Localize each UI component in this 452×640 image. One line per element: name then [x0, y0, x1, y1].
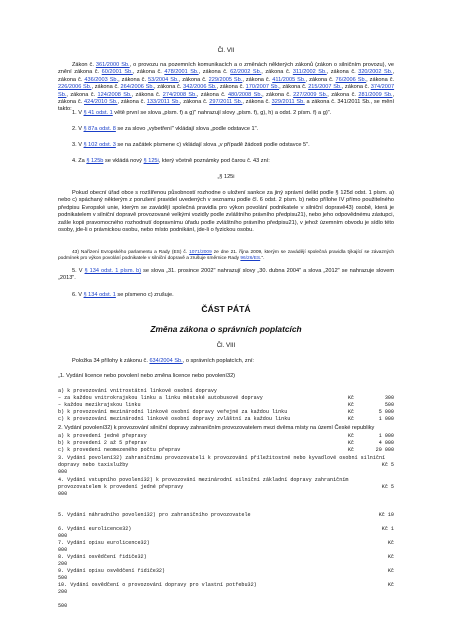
law-link[interactable]: 227/2009 Sb.: [293, 91, 328, 98]
fee-item-6-tail: 000: [58, 547, 68, 554]
text-run: , zákona č.: [341, 84, 371, 91]
fee-item-6-label: 6. Vydání eurolicence32): [58, 526, 132, 533]
law-link[interactable]: § 125i: [143, 158, 159, 164]
text-run: , zákona č.: [261, 69, 293, 76]
law-link[interactable]: 436/2003 Sb.: [84, 76, 119, 83]
text-run: 2. V: [72, 126, 84, 132]
text-run: , zákona č.: [132, 69, 165, 76]
law-link[interactable]: 424/2010 Sb.: [83, 99, 118, 106]
text-run: 3. V: [72, 142, 84, 148]
amendment-item-1: [58, 110, 394, 117]
fee-item-7-value: Kč: [387, 540, 394, 547]
fee-row-currency: Kč: [347, 447, 354, 454]
fee-row-currency: Kč: [347, 416, 354, 423]
fee-row-label: a) k provedení jedné přepravy: [58, 433, 147, 439]
law-link[interactable]: 374/2007 Sb.: [58, 84, 395, 98]
fee-item-2-heading: 2. Vydání povolení32) k provozování silniční dopravy zahraničním provozovatelem mezi dvěma místy na území České republiky: [58, 425, 375, 431]
law-link[interactable]: 329/2011 Sb.: [271, 99, 305, 106]
fee-row-currency: Kč: [347, 402, 354, 409]
text-run: Položka 34 přílohy k zákonu č.: [72, 358, 150, 364]
footnote-43: [58, 250, 394, 262]
fee-row: [58, 402, 394, 409]
law-link[interactable]: 62/2002 Sb.: [230, 69, 262, 76]
fee-item-7-label: 7. Vydání opisu eurolicence32): [58, 540, 150, 547]
law-link[interactable]: 1071/2009: [189, 250, 212, 255]
amendment-item-3: [58, 142, 394, 149]
text-run: , zákona č.: [242, 99, 272, 106]
text-run: , zákona č.: [279, 84, 309, 91]
text-run: větě první se slova „písm. f) a g)" nahrazují slovy „písm. f), g), h) a odst. 2 písm. f) a g)".: [112, 110, 332, 116]
text-run: , zákona č.: [91, 84, 121, 91]
text-run: , zákona č.: [118, 76, 149, 83]
fee-row-label: a) k provozování vnitrostátní linkové osobní dopravy: [58, 388, 217, 394]
law-link[interactable]: 320/2002 Sb.: [358, 69, 393, 76]
fee-item-6-value: Kč 1: [381, 526, 394, 533]
fee-item-9-value: Kč: [387, 568, 394, 575]
law-link[interactable]: 124/2008 Sb.: [97, 91, 132, 98]
fee-table-2: [58, 433, 394, 454]
fee-item-5-label: 5. Vydání náhradního povolení32) pro zahraničního provozovatele: [58, 512, 251, 519]
fee-item-3-tail: 000: [58, 469, 68, 476]
law-link[interactable]: § 41 odst. 1: [83, 110, 113, 116]
article-heading-vii: Čl. VII: [217, 47, 235, 54]
text-run: , zákona č.: [196, 91, 228, 98]
fee-row: [58, 440, 394, 447]
text-run: 5. V: [72, 268, 85, 274]
fee-row-currency: Kč: [347, 433, 354, 439]
fee-item-3: [58, 455, 394, 476]
fee-item-8-label: 8. Vydání osvědčení řidiče32): [58, 554, 147, 561]
amendment-item-4: [58, 158, 394, 165]
text-run: , zákona č.: [198, 69, 231, 76]
fee-item-5-tail: 000: [58, 533, 68, 540]
text-run: , zákona č.: [327, 91, 359, 98]
amendment-item-2: [58, 126, 394, 133]
law-link[interactable]: 342/2006 Sb.: [183, 84, 217, 91]
fee-row-amount: 300: [384, 395, 394, 402]
text-run: se písmeno c) zrušuje.: [115, 292, 174, 298]
text-run: se vkládá nový: [103, 158, 144, 164]
fee-row: [58, 395, 394, 402]
fee-row-amount: 1 000: [378, 433, 394, 439]
amendment-item-6: [58, 292, 394, 299]
fee-item-8-tail: 500: [58, 575, 68, 582]
law-link[interactable]: 170/2007 Sb.: [245, 84, 280, 91]
text-run: 6. V: [72, 292, 84, 298]
text-run: 43) Nařízení Evropského parlamentu a Rady (ES) č.: [72, 250, 190, 255]
text-run: .".: [260, 256, 265, 261]
section-125i-text: Pokud obecní úřad obce s rozšířenou působností rozhodne o uložení sankce za jiný správní delikt podle § 125d odst. 1 písm. a) nebo c) spáchaný některým z porušení pravidel uvedených v seznamu podle čl. 6 odst. 2 písm. b) nebo přílohe IV přímo použitelného předpisu Evropské unie, kterým se zavádějí společná pravidla pro výkon povolání podnikatele v silniční dopravě43) osobě, která je podnikatelem v silniční dopravě provozované velkými vozidly podle zvláštního právního předpisu21), nebo jeho odpovědnému zástupci, zašle kopii pravomocného rozhodnutí dopravnímu úřadu podle zvláštního právního předpisu21), v jehož územním obvodu je sídlo této osoby, jde-li o právnickou osobu, nebo místo podnikání, jde-li o fyzickou osobu.: [58, 190, 394, 234]
text-run: Zákon č.: [72, 62, 96, 68]
law-link[interactable]: 53/2004 Sb.: [148, 76, 179, 83]
fee-intro-paragraph: [58, 358, 394, 365]
law-link[interactable]: 60/2001 Sb.: [101, 69, 133, 76]
fee-row-currency: Kč: [347, 395, 354, 402]
text-run: se za slovo „vybetření" vkládají slova „podle odstavce 1".: [115, 126, 259, 132]
text-run: , zákona č.: [326, 69, 359, 76]
law-link[interactable]: 411/2005 Sb.: [272, 76, 306, 83]
text-run: , zákona č.: [66, 91, 98, 98]
fee-row-label: c) k provedení neomezeného počtu přeprav: [58, 447, 181, 454]
fee-item-10-label: 10. Vydání osvědčení o provozování dopravy pro vlastní potřebu32): [58, 582, 257, 589]
fee-table-1: [58, 388, 394, 423]
law-link[interactable]: 297/2011 Sb.: [209, 99, 243, 106]
law-link[interactable]: 274/2008 Sb.: [162, 91, 197, 98]
part-heading: ČÁST PÁTÁ: [201, 304, 251, 314]
text-run: , zákona č.: [216, 84, 246, 91]
text-run: , zákona č.: [154, 84, 184, 91]
law-link[interactable]: 634/2004 Sb.: [149, 358, 183, 364]
fee-item-4-value: Kč 5: [381, 484, 394, 490]
law-link[interactable]: 133/2011 Sb.: [146, 99, 180, 106]
fee-item-3-label: 3. Vydání povolení32) zahraničnímu provozovateli k provozování příležitostné nebo kyvadlové osobní silniční dopravy nebo taxislužby: [58, 455, 386, 469]
fee-item-1-heading: „1. Vydání licence nebo povolení nebo změna licence nebo povolení32): [58, 373, 236, 379]
text-run: , zákona č.: [131, 91, 163, 98]
text-run: , o provozu na pozemních komunikacích a o změnách některých zákonů (zákon o silničním provozu), ve znění zákona č.: [58, 62, 394, 76]
fee-row-amount: 500: [384, 402, 394, 409]
fee-row-label: – za každou vnitrokrajskou linku a linku městské autobusové dopravy: [58, 395, 263, 402]
fee-row-amount: 5 000: [378, 409, 394, 416]
law-link[interactable]: 264/2006 Sb.: [120, 84, 154, 91]
fee-item-5-value: Kč 10: [378, 512, 394, 519]
law-link[interactable]: 281/2009 Sb.: [358, 91, 393, 98]
part-title: Změna zákona o správních poplatcích: [150, 324, 302, 334]
law-link[interactable]: 215/2007 Sb.: [308, 84, 342, 91]
law-link[interactable]: § 134 odst. 1: [83, 292, 116, 298]
amendment-item-5: [58, 268, 394, 283]
law-link[interactable]: 96/26/ES: [240, 256, 261, 261]
fee-row: [58, 416, 394, 423]
fee-item-10-value: Kč: [387, 582, 394, 589]
fee-row-label: c) k provozování mezinárodní linkové osobní dopravy zvláštní za každou linku: [58, 416, 291, 423]
section-125i-heading: „§ 125i: [217, 174, 235, 180]
law-link[interactable]: 480/2008 Sb.: [227, 91, 263, 98]
article-heading-viii: Čl. VIII: [216, 342, 236, 349]
law-link[interactable]: 478/2001 Sb.: [164, 69, 199, 76]
text-run: , zákona č.: [179, 99, 210, 106]
fee-row-currency: Kč: [347, 409, 354, 416]
text-run: , zákona č.: [305, 76, 336, 83]
law-link[interactable]: § 134 odst. 1 písm. b): [84, 268, 142, 274]
fee-row-label: b) k provedení 2 až 5 přeprav: [58, 440, 147, 447]
fee-item-4-tail: 000: [58, 491, 68, 498]
fee-row-label: – každou mezikrajskou linku: [58, 402, 141, 409]
fee-item-8-value: Kč: [387, 554, 394, 561]
text-run: , zákona č.: [58, 69, 395, 83]
fee-item-4: [58, 477, 394, 498]
text-run: , zákona č.: [178, 76, 209, 83]
fee-item-4-label: 4. Vydání vstupního povolení32) k provozování mezinárodní silniční základní dopravy zahraničním provozovatelem k provedení jedné přepravy: [58, 477, 349, 491]
amendment-intro-paragraph: [58, 62, 394, 114]
text-run: se slova „31. prosince 2002" nahrazují slovy „30. dubna 2004" a slova „2012" se nahrazuje slovem „2013".: [58, 268, 394, 282]
fee-item-9-label: 9. Vydání opisu osvědčení řidiče32): [58, 568, 165, 575]
fee-item-7-tail: 200: [58, 561, 68, 568]
fee-row-amount: 20 000: [375, 447, 394, 454]
text-run: se na začátek písmene c) vkládají slova „v případě žádosti podle odstavce 5".: [115, 142, 310, 148]
text-run: , zákona č.: [117, 99, 147, 106]
fee-item-3-value: Kč 5: [381, 462, 394, 468]
fee-row: [58, 409, 394, 416]
text-run: a zákona č. 341/2011 Sb., se mění takto:: [58, 99, 394, 113]
text-run: 4. Za: [72, 158, 87, 164]
fee-row-amount: 4 000: [378, 440, 394, 447]
law-link[interactable]: § 125b: [86, 158, 104, 164]
fee-item-10: [58, 568, 394, 625]
fee-row-currency: Kč: [347, 440, 354, 447]
law-link[interactable]: § 102 odst. 3: [83, 142, 116, 148]
law-link[interactable]: 229/2005 Sb.: [208, 76, 243, 83]
text-run: , který včetně poznámky pod čarou č. 43 zní:: [158, 158, 270, 164]
fee-item-9-tail: 200: [58, 589, 68, 596]
text-run: 1. V: [72, 110, 84, 116]
fee-row-amount: 1 000: [378, 416, 394, 423]
law-link[interactable]: 226/2006 Sb.: [58, 84, 92, 91]
text-run: ze dne 21. října 2009, kterým se zavádějí společná pravidla týkající se závazných podmínek pro výkon povolání podnikatele v silniční dopravě a zrušuje směrnice Rady: [58, 250, 394, 261]
fee-row-label: b) k provozování mezinárodní linkové osobní dopravy veřejné za každou linku: [58, 409, 288, 416]
text-run: , zákona č.: [366, 76, 395, 83]
law-link[interactable]: 311/2002 Sb.: [292, 69, 327, 76]
fee-row: [58, 388, 394, 395]
law-link[interactable]: 76/2006 Sb.: [335, 76, 367, 83]
fee-row: [58, 433, 394, 440]
text-run: , zákona č.: [58, 91, 395, 106]
text-run: , zákona č.: [262, 91, 294, 98]
fee-item-10-tail: 500: [58, 603, 68, 610]
fee-row: [58, 447, 394, 454]
law-link[interactable]: 361/2000 Sb.: [95, 62, 130, 68]
law-link[interactable]: § 87a odst. 8: [83, 126, 116, 132]
text-run: , o správních poplatcích, zní:: [182, 358, 254, 364]
text-run: , zákona č.: [242, 76, 273, 83]
